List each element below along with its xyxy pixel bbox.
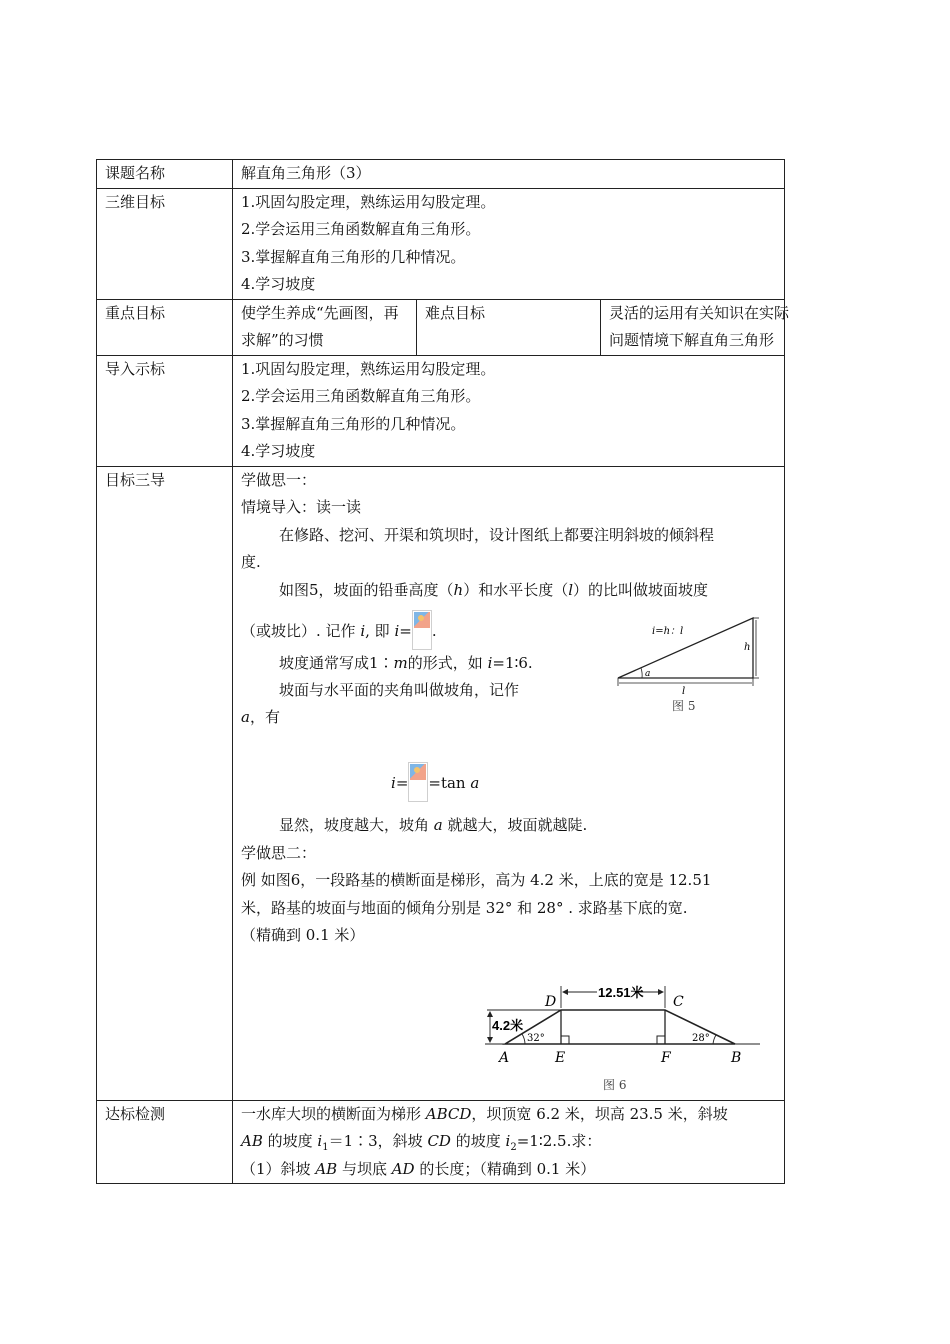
example-line3: （精确到 0.1 米） xyxy=(241,926,365,944)
check-line2: AB 的坡度 $i_1=1∶3$，斜坡 CD 的坡度 $i_2=1∶2.5$.求： xyxy=(241,1132,602,1153)
section2-title: 学做思二： xyxy=(241,843,317,862)
intro-item: 2.学会运用三角函数解直角三角形。 xyxy=(241,387,481,405)
hard-value xyxy=(601,299,790,355)
title-value: 解直角三角形（3） xyxy=(233,160,785,189)
check-label: 达标检测 xyxy=(97,1100,233,1184)
row-intro xyxy=(97,355,785,466)
para5: 显然，坡度越大，坡角 a 就越大，坡面就越陡. xyxy=(279,816,588,834)
focus-line: 求解”的习惯 xyxy=(241,331,324,349)
goals-list xyxy=(233,188,785,299)
check-line3: （1）斜坡 AB 与坝底 AD 的长度；（精确到 0.1 米） xyxy=(241,1159,596,1178)
fig6-label-a: A xyxy=(499,1049,510,1066)
check-line1: 一水库大坝的横断面为梯形 ABCD，坝顶宽 6.2 米，坝高 23.5 米，斜坡 xyxy=(241,1104,728,1123)
row-title xyxy=(97,160,785,189)
para2-line1: 如图5，坡面的铅垂高度（h）和水平长度（l）的比叫做坡面坡度 xyxy=(279,580,709,599)
para4-line1: 坡面与水平面的夹角叫做坡角，记作 xyxy=(279,681,520,699)
intro-item: 4.学习坡度 xyxy=(241,442,316,460)
fig6-label-c: C xyxy=(673,993,684,1010)
fig5-l: l xyxy=(682,686,686,697)
fig5-caption: 图 5 xyxy=(672,699,696,712)
row-guide xyxy=(97,466,785,1100)
fraction-image-icon xyxy=(408,762,428,802)
fig6-caption: 图 6 xyxy=(603,1077,627,1092)
fig6-label-e: E xyxy=(555,1049,566,1066)
para1-line1: 在修路、挖河、开渠和筑坝时，设计图纸上都要注明斜坡的倾斜程 xyxy=(279,525,715,544)
focus-label: 重点目标 xyxy=(97,299,233,355)
goals-label: 三维目标 xyxy=(97,188,233,299)
section1-subtitle: 情境导入：读一读 xyxy=(241,498,362,516)
goal-item: 2.学会运用三角函数解直角三角形。 xyxy=(241,220,481,238)
para1-line2: 度. xyxy=(241,553,261,571)
para4-line2: a，有 xyxy=(241,708,280,726)
row-focus xyxy=(97,299,785,355)
intro-label: 导入示标 xyxy=(97,355,233,466)
para3: 坡度通常写成1∶m的形式，如 i=1∶6. xyxy=(279,654,533,672)
row-goals xyxy=(97,188,785,299)
hard-line: 灵活的运用有关知识在实际 xyxy=(609,303,790,322)
fig6-top-width: 12.51米 xyxy=(598,984,644,1000)
fraction-image-icon xyxy=(412,610,432,650)
fig5-h: h xyxy=(744,642,751,653)
focus-value xyxy=(233,299,417,355)
fig5-formula: i=h：l xyxy=(652,626,684,637)
figure-5 xyxy=(612,612,762,712)
fig6-label-b: B xyxy=(731,1049,742,1066)
fig6-angle-b: 28° xyxy=(692,1032,710,1044)
fig5-alpha: a xyxy=(645,669,651,679)
hard-line: 问题情境下解直角三角形 xyxy=(609,331,775,349)
figure-6 xyxy=(485,978,765,1098)
section1-title: 学做思一： xyxy=(241,470,317,489)
example-line1: 例 如图6，一段路基的横断面是梯形，高为 4.2 米，上底的宽是 12.51 xyxy=(241,871,712,889)
para2-line2: （或坡比）. 记作 i, 即 i= . xyxy=(241,610,776,648)
example-line2: 米，路基的坡面与地面的倾角分别是 32° 和 28° . 求路基下底的宽. xyxy=(241,898,688,917)
intro-item: 3.掌握解直角三角形的几种情况。 xyxy=(241,414,466,433)
row-check xyxy=(97,1100,785,1184)
goal-item: 1.巩固勾股定理，熟练运用勾股定理。 xyxy=(241,192,496,211)
fig6-angle-a: 32° xyxy=(527,1032,545,1044)
guide-content xyxy=(233,466,785,1100)
fig6-height: 4.2米 xyxy=(492,1017,524,1033)
title-label: 课题名称 xyxy=(97,160,233,189)
fig6-label-f: F xyxy=(661,1049,671,1066)
check-content xyxy=(233,1100,785,1184)
hard-label: 难点目标 xyxy=(417,299,601,355)
intro-list xyxy=(233,355,785,466)
fig6-label-d: D xyxy=(545,993,557,1010)
lesson-table xyxy=(96,159,790,1184)
goal-item: 3.掌握解直角三角形的几种情况。 xyxy=(241,247,466,266)
intro-item: 1.巩固勾股定理，熟练运用勾股定理。 xyxy=(241,359,496,378)
guide-label: 目标三导 xyxy=(97,466,233,1100)
formula-line: i= =tan a xyxy=(241,760,776,806)
goal-item: 4.学习坡度 xyxy=(241,275,316,293)
focus-line: 使学生养成“先画图，再 xyxy=(241,303,399,322)
